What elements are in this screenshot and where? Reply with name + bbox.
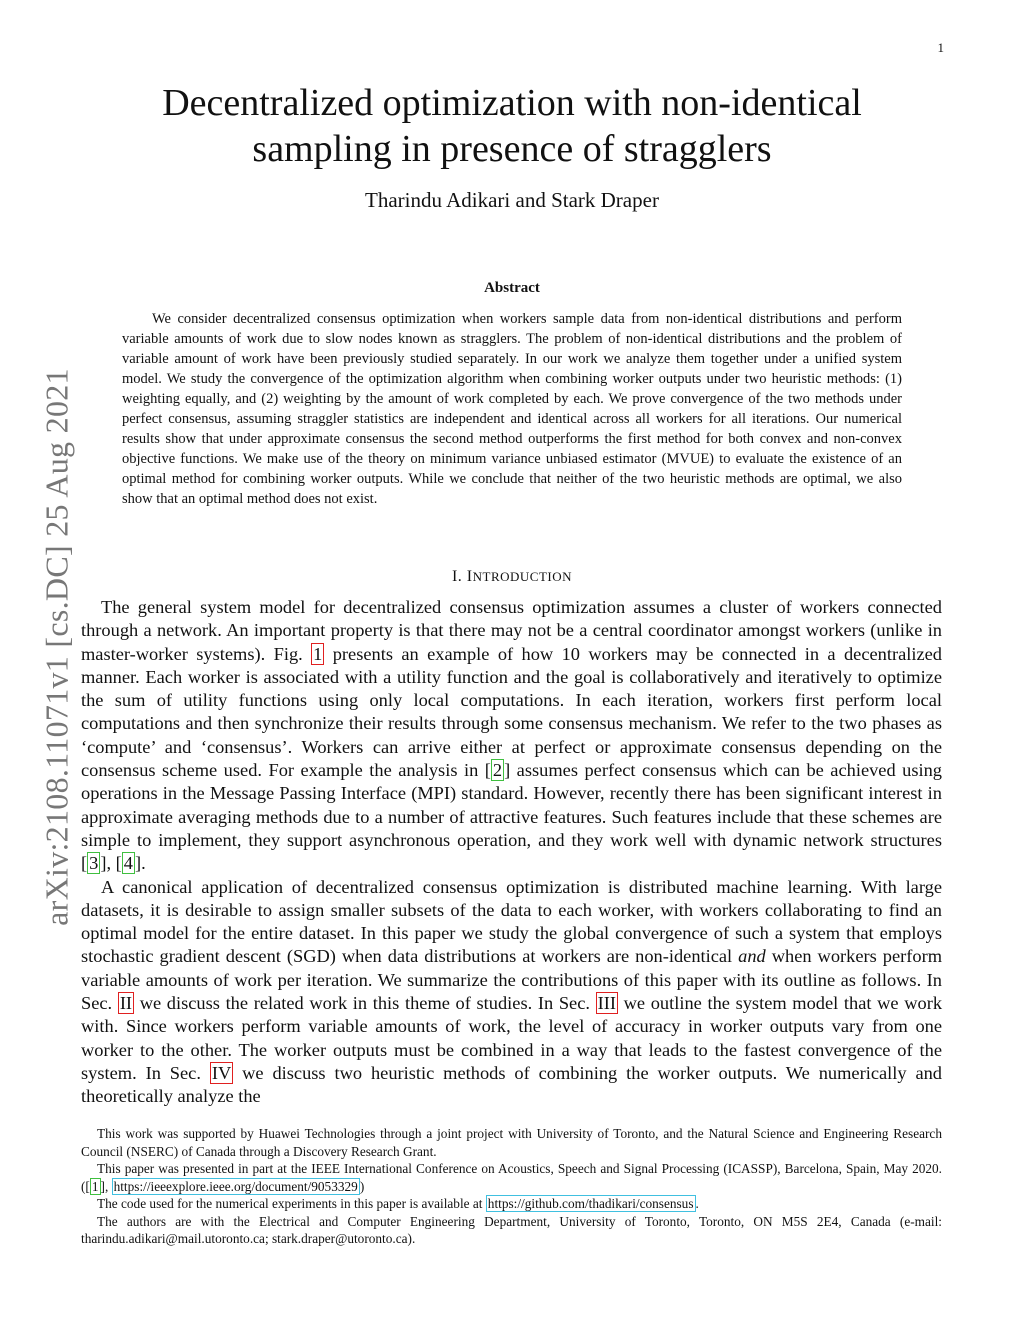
intro-paragraph-1 [81, 596, 942, 876]
github-url-link[interactable]: https://github.com/thadikari/consensus [487, 1196, 694, 1211]
page-number: 1 [937, 40, 944, 55]
citation-link-1[interactable]: 1 [91, 1178, 99, 1194]
citation-link-4[interactable]: 4 [123, 853, 133, 874]
section-link-3[interactable]: III [597, 993, 616, 1014]
footnote-code [81, 1195, 942, 1213]
citation-link-2[interactable]: 2 [492, 760, 503, 781]
text-run: we outline the system model that we work with. Since workers perform variable amounts of work, the level of accuracy in worker outputs vary from one worker to the other. The worker outputs must be combined in a way that leads to the fastest convergence of the system. In Sec. [81, 993, 943, 1083]
text-run: ], [ [100, 853, 122, 874]
section-link-2[interactable]: II [119, 993, 133, 1014]
text-run: we discuss two heuristic methods of combining the worker outputs. We numerically and theoretically analyze the [81, 1062, 942, 1107]
text-run: presents an example of how 10 workers may be connected in a decentralized manner. Each worker is associated with a utility function and the goal is collaboratively and iteratively to optimize the sum of utility functions using only local computations. In each iteration, workers first perform local computations and then synchronize their results through some consensus mechanism. We refer to the two phases as ‘compute’ and ‘consensus’. Workers can arrive either at perfect or approximate consensus depending on the consensus scheme used. For example the analysis in [ [81, 643, 943, 781]
text-run: . [695, 1196, 699, 1211]
text-run: when workers perform variable amounts of work per iteration. We summarize the contributions of this paper with its outline as follows. In Sec. [81, 946, 942, 1014]
abstract-body: We consider decentralized consensus optimization when workers sample data from non-identical distributions and perform variable amounts of work due to slow nodes known as stragglers. The problem of non-identical distributions and the problem of variable amount of work have been previously studied separately. In our work we analyze them together under a unified system model. We study the convergence of the optimization algorithm when combining worker outputs under two heuristic methods: (1) weighting equally, and (2) weighting by the amount of work completed by each. We prove convergence of the two methods under perfect consensus, assuming straggler statistics are independent and identical across all workers for all iterations. Our numerical results show that under approximate consensus the second method outperforms the first method for both convex and non-convex objective functions. We make use of the theory on minimum variance unbiased estimator (MVUE) to evaluate the existence of an optimal method for combining worker outputs. While we conclude that neither of the two heuristic methods are optimal, we also show that an optimal method does not exist. [122, 311, 902, 507]
footnote-conference [81, 1160, 942, 1195]
ieee-url-link[interactable]: https://ieeexplore.ieee.org/document/9053329 [113, 1178, 358, 1194]
title-line-1: Decentralized optimization with non-identical [162, 82, 862, 124]
abstract-heading: Abstract [484, 280, 540, 296]
arxiv-stamp: arXiv:2108.11071v1 [cs.DC] 25 Aug 2021 [38, 368, 75, 926]
text-run: ]. [134, 853, 146, 874]
citation-link-3[interactable]: 3 [89, 853, 99, 874]
intro-paragraph-2 [81, 876, 942, 1109]
section-heading-introduction [0, 568, 1024, 586]
text-run: ], [100, 1178, 112, 1194]
section-title-rest: NTRODUCTION [472, 569, 573, 584]
paper-title [0, 80, 1024, 172]
text-run: The general system model for decentralized consensus optimization assumes a cluster of workers connected through a network. An important property is that there may not be a central coordinator amongst workers (unlike in master-worker systems). Fig. [81, 597, 942, 664]
text-run: ] assumes perfect consensus which can be achieved using operations in the Message Passing Interface (MPI) standard. However, recently there has been significant interest in approximate averaging methods due to a number of attractive features. Such features include that these schemes are simple to implement, they support asynchronous operation, and they work well with dynamic network structures [ [81, 760, 942, 874]
footnote-affiliation: The authors are with the Electrical and Computer Engineering Department, University of Toronto, Toronto, ON M5S 2E4, Canada (e-mail: tharindu.adikari@mail.utoronto.ca; stark.draper@utoronto.ca). [81, 1213, 942, 1246]
emphasis-and: and [738, 946, 766, 967]
figure-link-1[interactable]: 1 [313, 643, 323, 664]
section-initial: I [466, 568, 473, 585]
text-run: The code used for the numerical experiments in this paper is available at [97, 1196, 486, 1211]
footnote-funding: This work was supported by Huawei Technologies through a joint project with University of Toronto, and the Natural Science and Engineering Research Council (NSERC) of Canada through a Discovery Research Grant. [81, 1126, 942, 1159]
section-number: I. [451, 568, 467, 585]
text-run: This paper was presented in part at the IEEE International Conference on Acoustics, Speech and Signal Processing (ICASSP), Barcelona, Spain, May 2020. ([ [81, 1161, 942, 1194]
text-run: A canonical application of decentralized consensus optimization is distributed machine learning. With large datasets, it is desirable to assign smaller subsets of the data to each worker, with workers collaborating to find an optimal model for the entire dataset. In this paper we study the global convergence of such a system that employs stochastic gradient descent (SGD) when data distributions at workers are non-identical [81, 876, 942, 967]
introduction-body [81, 596, 942, 1109]
text-run: ) [359, 1178, 365, 1194]
title-line-2: sampling in presence of stragglers [252, 128, 772, 170]
section-link-4[interactable]: IV [211, 1062, 232, 1083]
footnotes [81, 1125, 942, 1248]
authors: Tharindu Adikari and Stark Draper [365, 188, 659, 212]
text-run: we discuss the related work in this theme of studies. In Sec. [134, 993, 596, 1014]
